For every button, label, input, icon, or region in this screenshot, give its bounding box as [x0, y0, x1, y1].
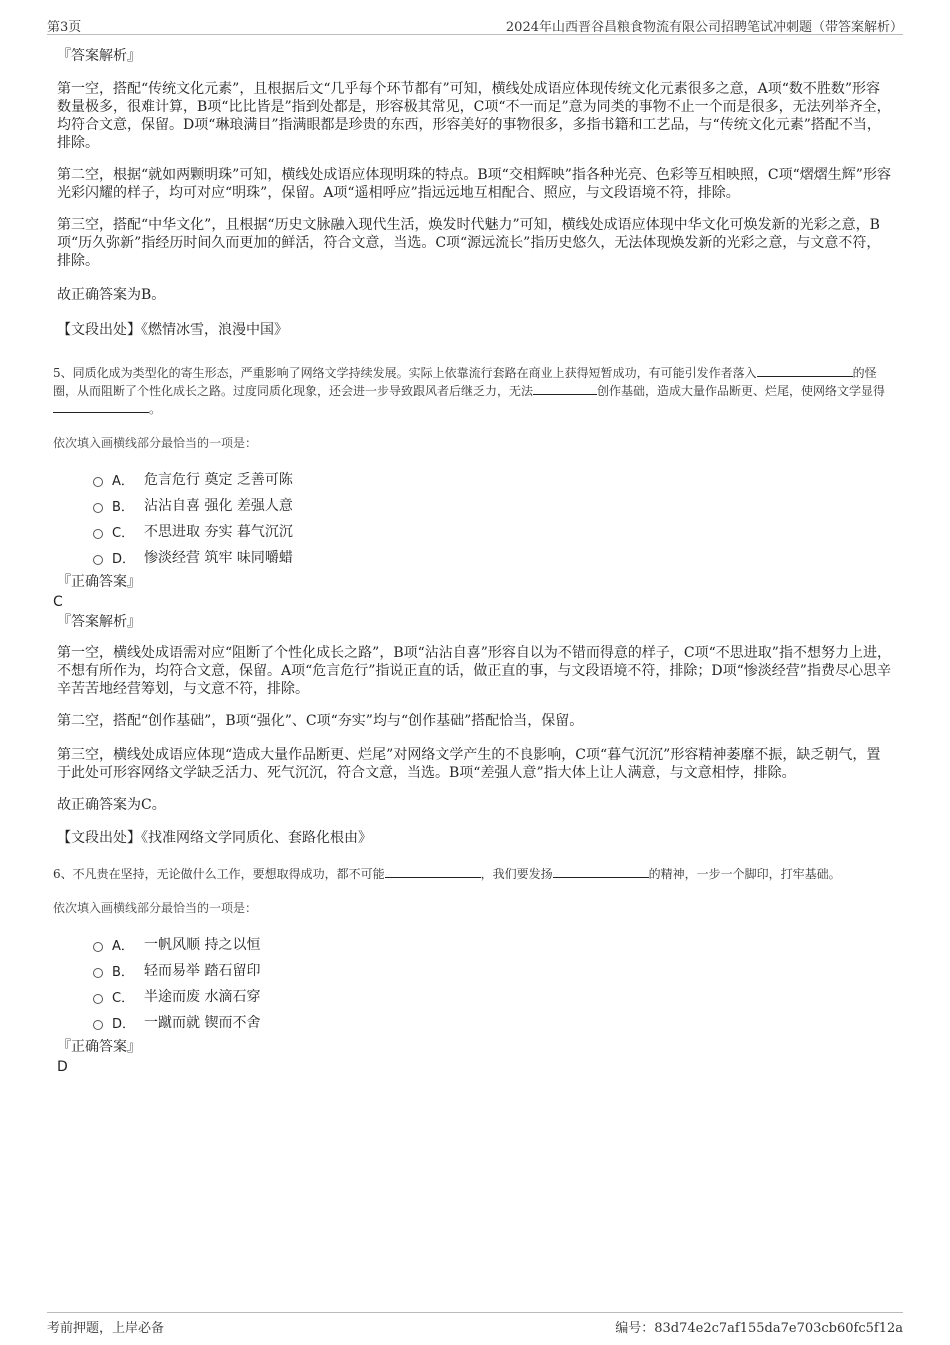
option-b[interactable]: B． 轻而易举 踏石留印: [93, 957, 893, 983]
option-b[interactable]: B． 沾沾自喜 强化 差强人意: [93, 492, 893, 518]
correct-answer: C: [53, 594, 63, 610]
option-d[interactable]: D． 一蹴而就 锲而不舍: [93, 1009, 893, 1035]
radio-icon[interactable]: [93, 477, 103, 487]
radio-icon[interactable]: [93, 529, 103, 539]
radio-icon[interactable]: [93, 994, 103, 1004]
page-content: [53, 46, 893, 1077]
analysis-paragraph-2: 第二空，根据“就如两颗明珠”可知，横线处成语应体现明珠的特点。B项“交相辉映”指各种光亮、色彩等互相映照，C项“熠熠生辉”形容光彩闪耀的样子，均可对应“明珠”，保留。A项“遥相呼应”指远远地互相配合、照应，与文段语境不符，排除。: [57, 167, 891, 201]
question-6-prompt: 依次填入画横线部分最恰当的一项是：: [53, 901, 258, 915]
answer-blank: [53, 400, 149, 413]
question-5-options: [93, 466, 893, 570]
analysis-conclusion: 故正确答案为B。: [57, 287, 166, 303]
prev-answer-analysis: [57, 46, 893, 339]
analysis-tag: 『答案解析』: [57, 48, 141, 64]
correct-answer-tag: 『正确答案』: [57, 574, 141, 590]
radio-icon[interactable]: [93, 555, 103, 565]
question-6-options: [93, 931, 893, 1035]
analysis-paragraph-1: 第一空，搭配“传统文化元素”，且根据后文“几乎每个环节都有”可知，横线处成语应体现传统文化元素很多之意，A项“数不胜数”形容数量极多，很难计算，B项“比比皆是”指到处都是，形容极其常见，C项“不一而足”意为同类的事物不止一个而是很多，无法列举齐全，均符合文意，保留。D项“琳琅满目”指满眼都是珍贵的东西，形容美好的事物很多，多指书籍和工艺品，与“传统文化元素”搭配不当，排除。: [57, 81, 891, 151]
option-d[interactable]: D． 惨淡经营 筑牢 味同嚼蜡: [93, 544, 893, 570]
analysis-tag: 『答案解析』: [57, 614, 141, 630]
answer-blank: [757, 364, 853, 377]
option-a[interactable]: A． 一帆风顺 持之以恒: [93, 931, 893, 957]
radio-icon[interactable]: [93, 968, 103, 978]
answer-blank: [533, 382, 597, 395]
passage-source: 【文段出处】《找准网络文学同质化、套路化根由》: [57, 830, 372, 846]
document-code: 编号：83d74e2c7af155da7e703cb60fc5f12a: [615, 1321, 903, 1336]
answer-blank: [553, 865, 649, 878]
passage-source: 【文段出处】《燃情冰雪，浪漫中国》: [57, 322, 288, 338]
option-c[interactable]: C． 不思进取 夯实 暮气沉沉: [93, 518, 893, 544]
analysis-paragraph-2: 第二空，搭配“创作基础”，B项“强化”、C项“夯实”均与“创作基础”搭配恰当，保留。: [57, 713, 584, 729]
page-footer: [47, 1312, 903, 1336]
question-6: [53, 865, 893, 1077]
option-a[interactable]: A． 危言危行 奠定 乏善可陈: [93, 466, 893, 492]
question-6-text: 6、不凡贵在坚持，无论做什么工作，要想取得成功，都不可能 ，我们要发扬 的精神，一步一个脚印，打牢基础。: [53, 867, 841, 881]
question-5-prompt: 依次填入画横线部分最恰当的一项是：: [53, 436, 258, 450]
radio-icon[interactable]: [93, 1020, 103, 1030]
question-5: [53, 364, 893, 847]
footer-slogan: 考前押题，上岸必备: [47, 1321, 165, 1336]
radio-icon[interactable]: [93, 503, 103, 513]
page-header: [47, 14, 903, 35]
radio-icon[interactable]: [93, 942, 103, 952]
analysis-paragraph-3: 第三空，搭配“中华文化”，且根据“历史文脉融入现代生活，焕发时代魅力”可知，横线处成语应体现中华文化可焕发新的光彩之意，B项“历久弥新”指经历时间久而更加的鲜活，符合文意，当选。C项“源远流长”指历史悠久，无法体现焕发新的光彩之意，与文意不符，排除。: [57, 217, 881, 269]
document-title: 2024年山西晋谷昌粮食物流有限公司招聘笔试冲刺题（带答案解析）: [505, 20, 903, 35]
analysis-paragraph-1: 第一空，横线处成语需对应“阻断了个性化成长之路”，B项“沾沾自喜”形容自以为不错而得意的样子，C项“不思进取”指不想努力上进，不想有所作为，均符合文意，保留。A项“危言危行”指说正直的话，做正直的事，与文段语境不符，排除；D项“惨淡经营”指费尽心思辛辛苦苦地经营筹划，与文意不符，排除。: [57, 645, 891, 697]
question-5-text: 5、同质化成为类型化的寄生形态，严重影响了网络文学持续发展。实际上依靠流行套路在商业上获得短暂成功，有可能引发作者落入 的怪圈，从而阻断了个性化成长之路。过度同质化现象，还会进一步导致跟风者后继乏力，无法 创作基础，造成大量作品断更、烂尾，使网络文学显得。: [53, 366, 886, 416]
correct-answer-tag: 『正确答案』: [57, 1039, 141, 1055]
correct-answer: D: [57, 1059, 68, 1075]
page-number: 第3页: [47, 20, 82, 35]
analysis-paragraph-3: 第三空，横线处成语应体现“造成大量作品断更、烂尾”对网络文学产生的不良影响，C项“暮气沉沉”形容精神萎靡不振，缺乏朝气，置于此处可形容网络文学缺乏活力、死气沉沉，符合文意，当选。B项“差强人意”指大体上让人满意，与文意相悖，排除。: [57, 747, 881, 781]
answer-blank: [385, 865, 481, 878]
option-c[interactable]: C． 半途而废 水滴石穿: [93, 983, 893, 1009]
analysis-conclusion: 故正确答案为C。: [57, 797, 166, 813]
